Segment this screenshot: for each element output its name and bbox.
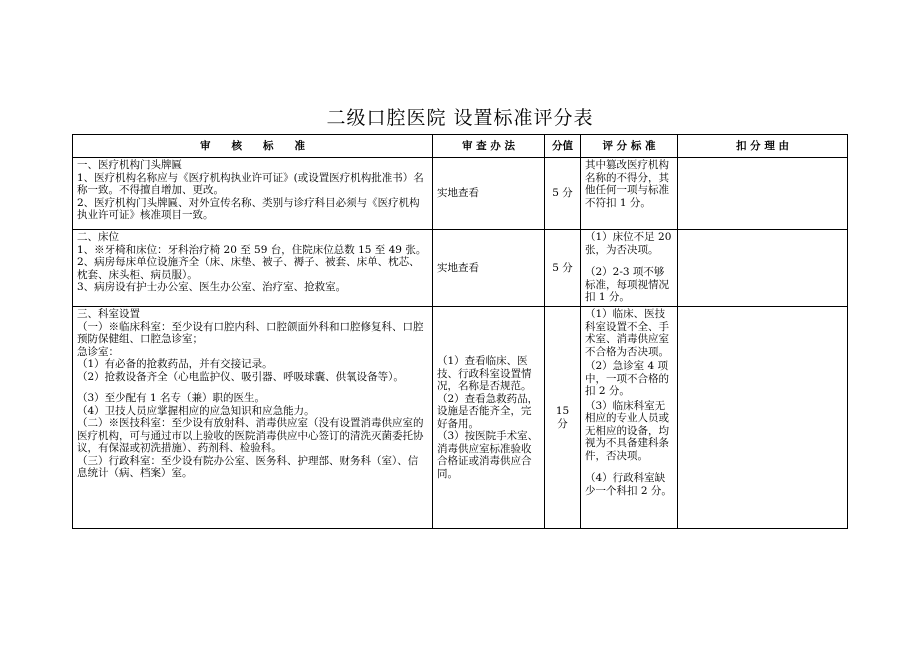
reason-cell[interactable] xyxy=(678,307,848,529)
score-cell: 5 分 xyxy=(545,158,581,230)
header-criteria: 评 分 标 准 xyxy=(581,135,678,158)
page-title: 二级口腔医院 设置标准评分表 xyxy=(326,107,594,129)
criteria-cell xyxy=(581,158,678,230)
standard-cell xyxy=(73,307,433,529)
criteria-text: （1）床位不足 20 张，为否决项。 xyxy=(585,231,672,256)
table-row xyxy=(73,230,848,307)
method-cell xyxy=(433,307,545,529)
blank-line xyxy=(77,383,428,392)
score-cell: 15 分 xyxy=(545,307,581,529)
standard-line: （1）有必备的抢救药品，并有交接记录。 xyxy=(77,358,273,370)
standard-line: （一）※临床科室：至少设有口腔内科、口腔颌面外科和口腔修复科、口腔预防保健组、口腔急诊室； xyxy=(77,320,424,345)
method-cell xyxy=(433,158,545,230)
standard-line: （3）至少配有 1 名专（兼）职的医生。 xyxy=(77,392,266,404)
method-text: 实地查看 xyxy=(437,187,479,200)
standard-line: （4）卫技人员应掌握相应的应急知识和应急能力。 xyxy=(77,404,315,417)
standard-line: 2、医疗机构门头牌匾、对外宣传名称、类别与诊疗科目必须与《医疗机构执业许可证》核准项目一致。 xyxy=(77,196,420,221)
standard-cell xyxy=(73,230,433,307)
standard-cell xyxy=(73,158,433,230)
header-standard: 审 核 标 准 xyxy=(73,135,433,158)
reason-cell[interactable] xyxy=(678,230,848,307)
criteria-text: 其中篡改医疗机构名称的不得分，其他任何一项与标准不符扣 1 分。 xyxy=(585,159,669,209)
standard-line: 急诊室： xyxy=(77,345,119,358)
table-header-row xyxy=(73,135,848,158)
header-reason: 扣 分 理 由 xyxy=(678,135,848,158)
standard-line: 三、科室设置 xyxy=(77,308,140,320)
header-score: 分值 xyxy=(545,135,581,158)
standard-line: 二、床位 xyxy=(77,231,119,243)
criteria-cell xyxy=(581,307,678,529)
standard-line: 1、医疗机构名称应与《医疗机构执业许可证》(或设置医疗机构批准书）名称一致。不得擅自增加、更改。 xyxy=(77,171,424,196)
table-row xyxy=(73,307,848,529)
standard-line: 2、病房每床单位设施齐全（床、床垫、被子、褥子、被套、床单、枕芯、枕套、床头柜、病员服）。 xyxy=(77,256,420,281)
reason-cell[interactable] xyxy=(678,158,848,230)
header-method: 审 查 办 法 xyxy=(433,135,545,158)
method-text: （3）按医院手术室、消毒供应室标准验收合格证或消毒供应合同。 xyxy=(437,430,539,480)
criteria-text: （1）临床、医技科室设置不全、手术室、消毒供应室不合格为否决项。 xyxy=(585,308,669,358)
criteria-text: （2）急诊室 4 项中，一项不合格的扣 2 分。 xyxy=(585,360,669,397)
standard-line: （2）抢救设备齐全（心电监护仪、吸引器、呼吸球囊、供氧设备等）。 xyxy=(77,370,404,383)
standard-line: 1、※牙椅和床位：牙科治疗椅 20 至 59 台，住院床位总数 15 至 49 张。 xyxy=(77,243,427,256)
standard-line: （二）※医技科室：至少设有放射科、消毒供应室（没有设置消毒供应室的医疗机构，可与通过市以上验收的医院消毒供应中心签订的清洗灭菌委托协议，有保湿或初洗措施）、药剂科、检验科。 xyxy=(77,417,424,454)
method-cell xyxy=(433,230,545,307)
method-text: 实地查看 xyxy=(437,261,479,274)
method-text: （1）查看临床、医技、行政科室设置情况，名称是否规范。 xyxy=(437,355,532,392)
criteria-cell xyxy=(581,230,678,307)
table-row xyxy=(73,158,848,230)
criteria-text: （2）2-3 项不够标准，每项视情况扣 1 分。 xyxy=(585,266,669,303)
standard-line: 3、病房设有护士办公室、医生办公室、治疗室、抢救室。 xyxy=(77,281,347,293)
standard-line: 一、医疗机构门头牌匾 xyxy=(77,159,182,171)
method-text: （2）查看急救药品，设施是否能齐全，完好备用。 xyxy=(437,392,539,430)
criteria-text: （4）行政科室缺少一个科扣 2 分。 xyxy=(585,472,672,497)
standard-line: （三）行政科室：至少设有院办公室、医务科、护理部、财务科（室）、信息统计（病、档案）室。 xyxy=(77,454,419,479)
scoring-table xyxy=(72,134,848,529)
score-cell: 5 分 xyxy=(545,230,581,307)
criteria-text: （3）临床科室无相应的专业人员或无相应的设备，均视为不具备建科条件，否决项。 xyxy=(585,399,669,462)
